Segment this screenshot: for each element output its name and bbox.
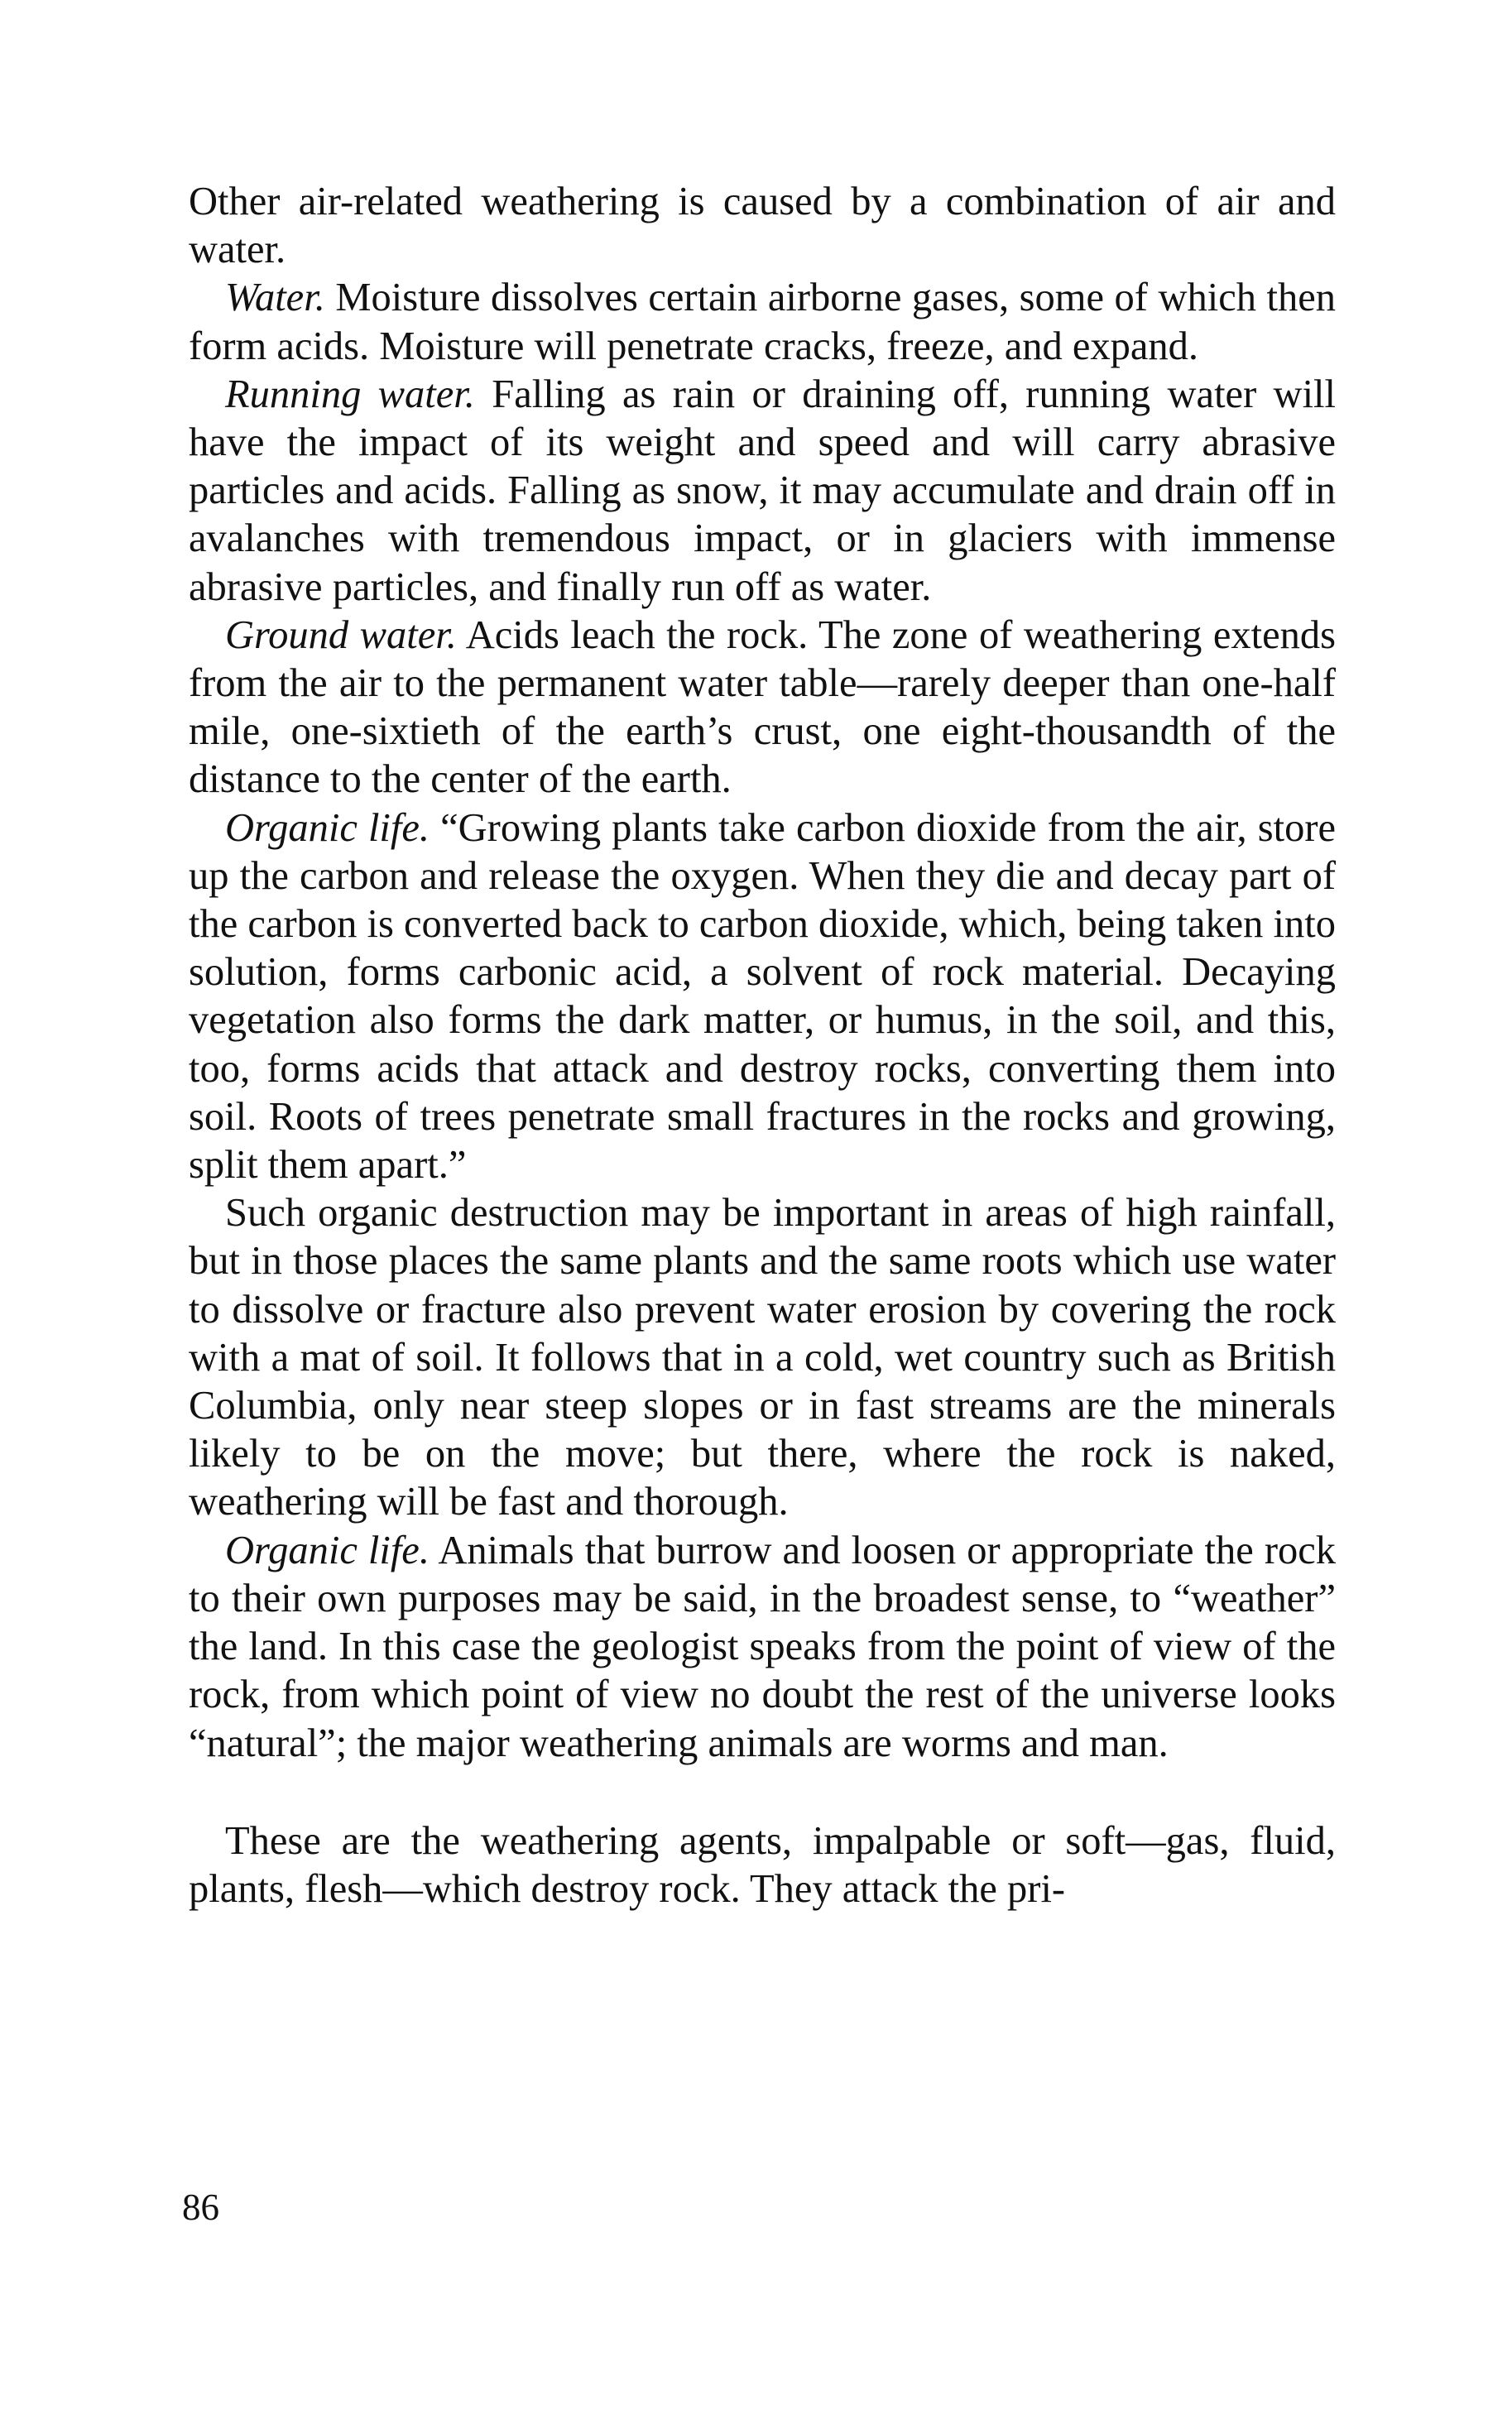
paragraph-text: Other air-related weathering is caused by a combination of air and water. — [189, 180, 1336, 272]
paragraph-text: Animals that burrow and loosen or appropriate the rock to their own purposes may be said, in the broadest sense, to “weather” the land. In this case the geologist speaks from the point of view of the rock, from which point of view no doubt the rest of the universe looks “natural”; the major weathering animals are worms and man. — [189, 1528, 1336, 1765]
paragraph-air-water — [189, 178, 1336, 274]
paragraph-text: Acids leach the rock. The zone of weathering extends from the air to the permanent water table—rarely deeper than one-half mile, one-sixtieth of the earth’s crust, one eight-thousandth of the distance to the center of the earth. — [189, 612, 1337, 802]
paragraph-weathering-agents — [189, 1817, 1336, 1913]
paragraph-label: Ground water. — [225, 612, 457, 657]
paragraph-organic-life-animals — [189, 1527, 1336, 1768]
paragraph-ground-water — [189, 612, 1336, 804]
page-number: 86 — [182, 2187, 219, 2228]
paragraph-label: Running water. — [225, 372, 475, 416]
paragraph-label: Organic life. — [225, 1528, 430, 1572]
paragraph-water — [189, 274, 1336, 370]
paragraph-text: These are the weathering agents, impalpable or soft—gas, fluid, plants, flesh—which destroy rock. They attack the pri- — [189, 1818, 1336, 1911]
paragraph-text: Such organic destruction may be important in areas of high rainfall, but in those places the same plants and the same roots which use water to dissolve or fracture also prevent water erosion by covering the rock with a mat of soil. It follows that in a cold, wet country such as British Columbia, only near steep slopes or in fast streams are the minerals likely to be on the move; but there, where the rock is naked, weathering will be fast and thorough. — [189, 1191, 1336, 1524]
paragraph-running-water — [189, 371, 1336, 612]
paragraph-organic-life-plants — [189, 804, 1336, 1190]
paragraph-text: Falling as rain or draining off, running water will have the impact of its weight and speed and will carry abrasive particles and acids. Falling as snow, it may accumulate and drain off in avalanches with tremendous impact, or in glaciers with immense abrasive particles, and finally run off as water. — [189, 372, 1337, 609]
paragraph-label: Organic life. — [225, 805, 430, 850]
paragraph-organic-destruction — [189, 1189, 1336, 1526]
paragraph-text: “Growing plants take carbon dioxide from the air, store up the carbon and release the oxygen. When they die and decay part of the carbon is converted back to carbon dioxide, which, being taken into solution, forms carbonic acid, a solvent of rock material. Decaying vegetation also forms the dark matter, or humus, in the soil, and this, too, forms acids that attack and destroy rocks, converting them into soil. Roots of trees penetrate small fractures in the rocks and growing, split them apart.” — [189, 805, 1336, 1188]
page-body — [189, 178, 1336, 1913]
paragraph-label: Water. — [225, 276, 325, 320]
paragraph-text: Moisture dissolves certain airborne gases, some of which then form acids. Moisture will penetrate cracks, freeze, and expand. — [189, 276, 1336, 368]
